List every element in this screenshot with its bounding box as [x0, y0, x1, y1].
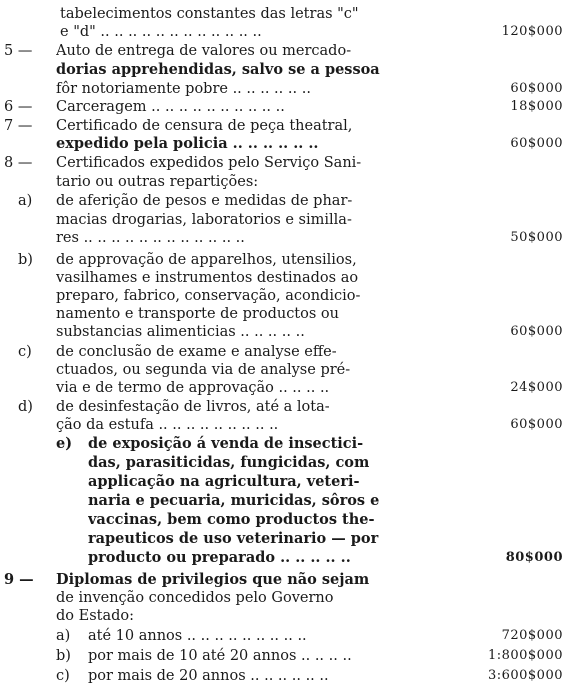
item-number: 8 —	[4, 155, 33, 171]
line-text: até 10 annos .. .. .. .. .. .. .. .. ..	[88, 628, 307, 644]
text-line	[0, 397, 579, 417]
text-line	[0, 97, 579, 117]
line-amount: 60$000	[510, 136, 563, 151]
line-amount: 50$000	[510, 230, 563, 245]
line-text: fôr notoriamente pobre .. .. .. .. .. ..	[56, 81, 311, 97]
line-text: Auto de entrega de valores ou mercado-	[56, 43, 352, 59]
text-line	[0, 360, 579, 380]
text-line	[0, 529, 579, 549]
item-number: 6 —	[4, 99, 33, 115]
line-text: de conclusão de exame e analyse effe-	[56, 344, 337, 360]
line-amount: 80$000	[505, 550, 563, 565]
line-text: de desinfestação de livros, até a lota-	[56, 399, 330, 415]
line-text: de invenção concedidos pelo Governo	[56, 590, 334, 606]
item-letter: e)	[56, 435, 73, 452]
line-amount: 24$000	[510, 380, 563, 395]
line-text: substancias alimenticias .. .. .. .. ..	[56, 324, 305, 340]
line-text: Diplomas de privilegios que não sejam	[56, 571, 370, 588]
text-line	[0, 228, 579, 248]
text-line	[0, 250, 579, 270]
text-line	[0, 570, 579, 590]
line-amount: 720$000	[501, 628, 563, 643]
line-text: Carceragem .. .. .. .. .. .. .. .. .. ..	[56, 99, 285, 115]
text-line	[0, 666, 579, 686]
line-text: dorias apprehendidas, salvo se a pessoa	[56, 61, 380, 78]
line-text: macias drogarias, laboratorios e similla-	[56, 212, 352, 228]
text-line	[0, 415, 579, 435]
item-number: 5 —	[4, 43, 33, 59]
line-text: namento e transporte de productos ou	[56, 306, 339, 322]
line-text: via e de termo de approvação .. .. .. ..	[56, 380, 330, 396]
item-letter: c)	[18, 344, 32, 360]
item-letter: b)	[56, 648, 71, 664]
text-line	[0, 342, 579, 362]
text-line	[0, 134, 579, 154]
text-line	[0, 588, 579, 608]
line-amount: 60$000	[510, 81, 563, 96]
line-text: producto ou preparado .. .. .. .. ..	[88, 549, 351, 566]
text-line	[0, 646, 579, 666]
text-line	[0, 286, 579, 306]
item-letter: a)	[56, 628, 71, 644]
text-line	[0, 434, 579, 454]
text-line	[0, 548, 579, 568]
line-text: preparo, fabrico, conservação, acondicio-	[56, 288, 361, 304]
line-text: vaccinas, bem como productos the-	[88, 511, 375, 528]
text-line	[0, 626, 579, 646]
item-number: 7 —	[4, 118, 33, 134]
line-text: rapeuticos de uso veterinario — por	[88, 530, 379, 547]
line-text: applicação na agricultura, veteri-	[88, 473, 360, 490]
line-amount: 18$000	[510, 99, 563, 114]
text-line	[0, 191, 579, 211]
line-text: por mais de 20 annos .. .. .. .. .. ..	[88, 668, 329, 684]
line-amount: 60$000	[510, 324, 563, 339]
text-line	[0, 510, 579, 530]
text-line	[0, 606, 579, 626]
line-text: ção da estufa .. .. .. .. .. .. .. .. ..	[56, 417, 279, 433]
text-line	[0, 472, 579, 492]
text-line	[0, 41, 579, 61]
text-line	[0, 79, 579, 99]
line-text: naria e pecuaria, muricidas, sôros e	[88, 492, 380, 509]
text-line	[0, 153, 579, 173]
line-amount: 1:800$000	[487, 648, 563, 663]
line-text: tabelecimentos constantes das letras "c"	[60, 6, 359, 22]
line-text: Certificados expedidos pelo Serviço Sani-	[56, 155, 362, 171]
item-letter: b)	[18, 252, 33, 268]
text-line	[0, 268, 579, 288]
text-line	[0, 60, 579, 80]
line-amount: 3:600$000	[487, 668, 563, 683]
line-text: e "d" .. .. .. .. .. .. .. .. .. .. .. ..	[60, 24, 262, 40]
line-text: por mais de 10 até 20 annos .. .. .. ..	[88, 648, 352, 664]
text-line	[0, 453, 579, 473]
item-letter: a)	[18, 193, 33, 209]
line-amount: 60$000	[510, 417, 563, 432]
line-text: res .. .. .. .. .. .. .. .. .. .. .. ..	[56, 230, 245, 246]
text-line	[0, 210, 579, 230]
text-line	[0, 22, 579, 42]
line-text: do Estado:	[56, 608, 135, 624]
line-text: de exposição á venda de insectici-	[88, 435, 364, 452]
line-text: de approvação de apparelhos, utensilios,	[56, 252, 357, 268]
text-line	[0, 116, 579, 136]
line-text: ctuados, ou segunda via de analyse pré-	[56, 362, 351, 378]
line-text: de aferição de pesos e medidas de phar-	[56, 193, 353, 209]
line-text: expedido pela policia .. .. .. .. .. ..	[56, 135, 319, 152]
text-line	[0, 491, 579, 511]
line-text: Certificado de censura de peça theatral,	[56, 118, 353, 134]
line-text: das, parasiticidas, fungicidas, com	[88, 454, 370, 471]
text-line	[0, 4, 579, 24]
line-text: tario ou outras repartições:	[56, 174, 259, 190]
item-letter: c)	[56, 668, 70, 684]
text-line	[0, 304, 579, 324]
text-line	[0, 378, 579, 398]
text-line	[0, 322, 579, 342]
line-amount: 120$000	[501, 24, 563, 39]
line-text: vasilhames e instrumentos destinados ao	[56, 270, 359, 286]
text-line	[0, 172, 579, 192]
item-letter: d)	[18, 399, 33, 415]
item-number: 9 —	[4, 571, 34, 588]
